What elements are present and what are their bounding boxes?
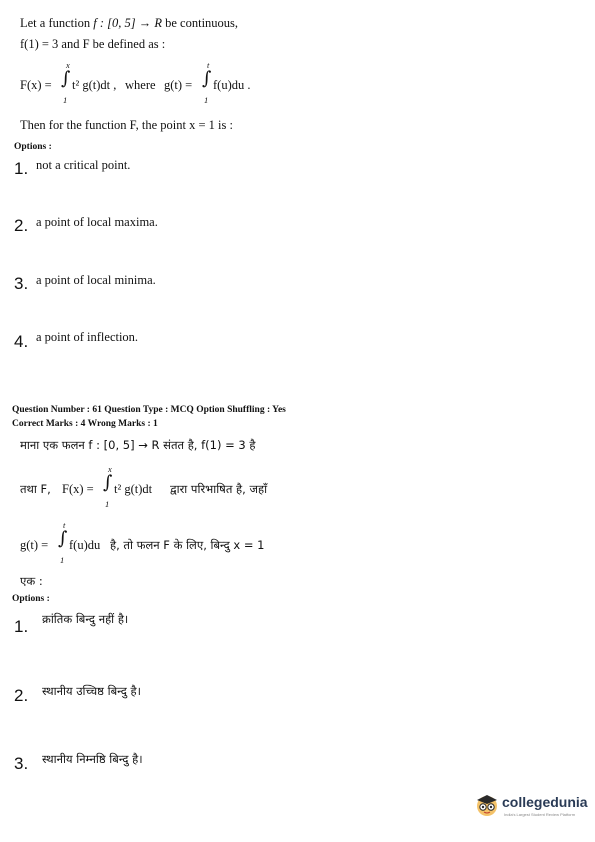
formula-F-integrand: t² g(t)dt , xyxy=(72,78,117,92)
integral-sign: ∫ xyxy=(103,472,113,493)
question-line-2: f(1) = 3 and F be defined as : xyxy=(20,37,166,51)
integral-lower-limit: 1 xyxy=(105,499,110,509)
option-number: 3. xyxy=(14,274,29,293)
formula-F-lhs: F(x) = xyxy=(62,482,94,496)
option-number: 2. xyxy=(14,686,29,705)
integral-lower-limit: 1 xyxy=(204,95,209,105)
formula-g-lhs: g(t) = xyxy=(164,78,193,92)
integral-upper-limit: t xyxy=(63,520,66,530)
formula-g-integrand: f(u)du xyxy=(69,538,101,552)
question-header-1: Question Number : 61 Question Type : MCQ Option Shuffling : Yes xyxy=(12,405,286,415)
option-text[interactable]: a point of local maxima. xyxy=(36,215,158,229)
logo-name: collegedunia xyxy=(502,794,588,810)
hindi-text: द्वारा परिभाषित है, जहाँ xyxy=(170,482,268,496)
integral-sign: ∫ xyxy=(61,68,71,89)
hindi-line-1: माना एक फलन f : [0, 5] → R संतत है, f(1) = 3 है xyxy=(20,438,256,452)
formula-F-integrand: t² g(t)dt xyxy=(114,482,153,496)
hindi-text: है, तो फलन F के लिए, बिन्दु x = 1 xyxy=(110,538,265,552)
option-text[interactable]: स्थानीय उच्चिष्ठ बिन्दु है। xyxy=(42,684,141,698)
option-number: 2. xyxy=(14,216,29,235)
option-text[interactable]: क्रांतिक बिन्दु नहीं है। xyxy=(42,612,129,626)
hindi-line-4: एक : xyxy=(20,574,43,588)
question-line-1: Let a function f : [0, 5] → R be continuous, xyxy=(20,16,239,30)
integral-upper-limit: x xyxy=(66,60,70,70)
question-line-3: Then for the function F, the point x = 1 is : xyxy=(20,118,233,132)
logo-mascot-icon xyxy=(474,792,500,818)
integral-sign: ∫ xyxy=(202,68,212,89)
option-number: 3. xyxy=(14,754,29,773)
option-number: 1. xyxy=(14,159,29,178)
option-text[interactable]: not a critical point. xyxy=(36,158,131,172)
question-header-2: Correct Marks : 4 Wrong Marks : 1 xyxy=(12,419,158,429)
option-text[interactable]: स्थानीय निम्नष्ठि बिन्दु है। xyxy=(42,752,143,766)
option-number: 1. xyxy=(14,617,29,636)
integral-sign: ∫ xyxy=(58,528,68,549)
logo-tagline: India's Largest Student Review Platform xyxy=(504,812,576,817)
option-number: 4. xyxy=(14,332,29,351)
options-label: Options : xyxy=(14,142,52,152)
formula-where: where xyxy=(125,78,156,92)
formula-g-lhs: g(t) = xyxy=(20,538,49,552)
integral-upper-limit: t xyxy=(207,60,210,70)
formula-g-integrand: f(u)du . xyxy=(213,78,251,92)
formula-F-lhs: F(x) = xyxy=(20,78,52,92)
integral-lower-limit: 1 xyxy=(63,95,68,105)
collegedunia-logo xyxy=(474,792,588,822)
option-text[interactable]: a point of inflection. xyxy=(36,330,139,344)
integral-upper-limit: x xyxy=(108,464,112,474)
hindi-text: तथा F, xyxy=(20,482,51,496)
option-text[interactable]: a point of local minima. xyxy=(36,273,156,287)
integral-lower-limit: 1 xyxy=(60,555,65,565)
options-label: Options : xyxy=(12,594,50,604)
